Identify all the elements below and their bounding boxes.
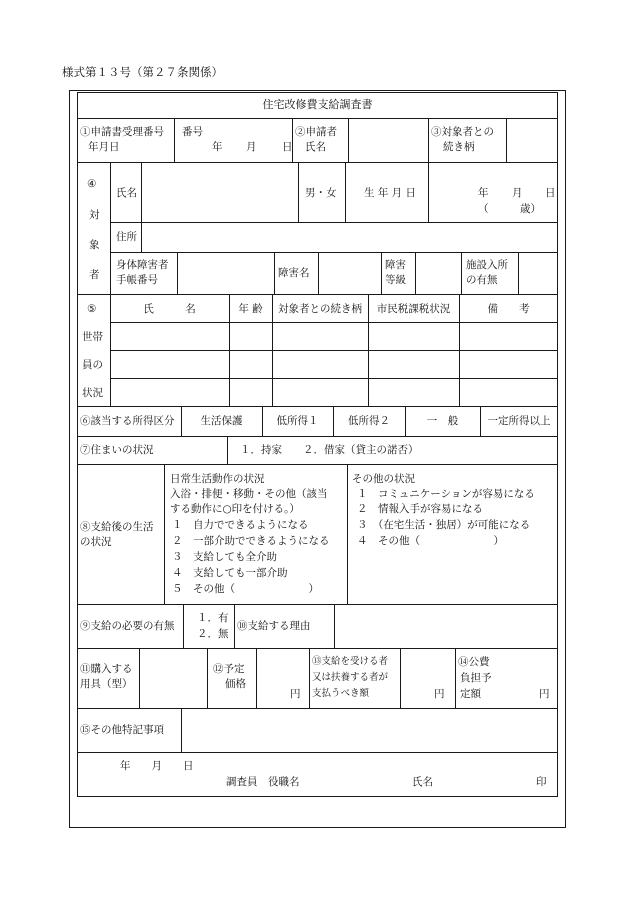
line-h [77, 406, 558, 407]
line-v [139, 648, 140, 708]
handbook-label: 身体障害者 [116, 259, 169, 271]
line-v [183, 604, 184, 648]
income-option: 一 般 [426, 415, 459, 427]
daily-item: ４ 支給しても一部介助 [172, 567, 288, 579]
line-v [309, 648, 310, 708]
household-header-tax: 市民税課税状況 [376, 303, 451, 315]
line-v [256, 648, 257, 708]
line-v [141, 162, 142, 252]
public-label-2: 負担予 [460, 672, 492, 684]
address-label: 住所 [116, 231, 137, 243]
other-item: ４ その他（ ） [357, 535, 504, 547]
facility-label: 施設入所 [466, 259, 508, 271]
applicant-label: ②申請者 [295, 126, 337, 138]
line-v [345, 162, 346, 222]
dob-year: 年 [478, 187, 489, 199]
line-h [77, 708, 558, 709]
household-header-relation: 対象者との続き柄 [278, 303, 362, 315]
line-h [77, 648, 558, 649]
daily-item: ２ 一部介助でできるようになる [172, 535, 330, 547]
receipt-label: ①申請書受理番号 [80, 126, 164, 138]
reason-label: ⑩支給する理由 [237, 620, 311, 632]
line-h [77, 464, 558, 465]
public-yen: 円 [539, 688, 550, 700]
line-h [77, 294, 558, 295]
line-v [181, 708, 182, 752]
line-h [77, 118, 558, 119]
line-v [227, 436, 228, 464]
line-v [455, 648, 456, 708]
housing-options: １．持家 ２．借家（貸主の諾否） [240, 444, 419, 456]
daily-item: ５ その他（ ） [172, 583, 319, 595]
seal-label: 印 [536, 776, 547, 788]
line-h [110, 350, 558, 351]
income-option: 低所得１ [276, 415, 319, 427]
line-v [400, 648, 401, 708]
line-h [77, 436, 558, 437]
income-label: ⑥該当する所得区分 [80, 415, 175, 427]
line-v [415, 252, 416, 294]
line-h [110, 322, 558, 323]
surveyor-name-label: 氏名 [412, 776, 433, 788]
after-support-label-2: の状況 [80, 536, 112, 548]
remarks-label: ⑮その他特記事項 [80, 724, 164, 736]
line-h [110, 222, 558, 223]
subject-number: ④ [87, 178, 97, 190]
household-header-remarks: 備 考 [487, 303, 530, 315]
line-v [164, 464, 165, 604]
line-v [234, 604, 235, 648]
subject-char: 象 [89, 239, 100, 251]
line-v [518, 252, 519, 294]
household-char: 員の [82, 359, 103, 371]
receipt-label-2: 年月日 [88, 141, 120, 153]
line-v [274, 252, 275, 294]
public-label: ⑭公費 [458, 656, 490, 668]
equipment-label-2: 用具（型） [80, 678, 133, 690]
footer-date: 年 月 日 [120, 760, 194, 772]
relationship-label: ③対象者との [431, 126, 494, 138]
line-v [207, 648, 208, 708]
other-item: ３ （在宅生活・独居）が可能になる [357, 519, 531, 531]
subject-char: 対 [89, 209, 100, 221]
handbook-label-2: 手帳番号 [116, 274, 158, 286]
dob-month: 月 [512, 187, 523, 199]
household-char: 世帯 [82, 331, 103, 343]
line-v [318, 252, 319, 294]
income-option: 生活保護 [200, 415, 243, 427]
public-label-3: 定額 [460, 688, 481, 700]
subject-char: 者 [89, 269, 100, 281]
line-v [174, 118, 175, 162]
grade-label: 障害 [385, 259, 406, 271]
applicant-label-2: 氏名 [305, 141, 326, 153]
grade-label-2: 等級 [385, 274, 406, 286]
daily-item: ３ 支給しても全介助 [172, 551, 277, 563]
payment-label: ⑬支給を受ける者 [312, 656, 389, 667]
relationship-label-2: 続き柄 [443, 141, 475, 153]
daily-item: １ 自力でできるようになる [172, 519, 309, 531]
line-v [506, 118, 507, 162]
payment-label-2: 又は扶養する者が [312, 672, 389, 683]
payment-yen: 円 [434, 688, 445, 700]
necessity-yes: １．有 [197, 612, 229, 624]
housing-label: ⑦住まいの状況 [80, 444, 154, 456]
daily-title: 日常生活動作の状況 [170, 473, 265, 485]
line-v [428, 118, 429, 162]
month-label: 月 [246, 141, 257, 153]
line-v [298, 162, 299, 222]
year-label: 年 [212, 141, 223, 153]
line-v [461, 252, 462, 294]
line-v [428, 162, 429, 222]
line-v [110, 162, 111, 294]
other-title: その他の状況 [352, 473, 415, 485]
day-label: 日 [282, 141, 293, 153]
form-title: 住宅改修費支給調査書 [262, 98, 373, 111]
number-label: 番号 [182, 126, 203, 138]
line-h [77, 752, 558, 753]
price-label-2: 価格 [225, 678, 246, 690]
surveyor-label: 調査員 役職名 [226, 776, 300, 788]
age-label: （ 歳） [478, 203, 541, 215]
subject-name-label: 氏名 [116, 187, 137, 199]
income-option: 一定所得以上 [487, 415, 551, 427]
necessity-no: ２．無 [197, 628, 229, 640]
line-h [77, 604, 558, 605]
line-h [77, 162, 558, 163]
household-header-age: 年 齢 [238, 303, 263, 315]
disability-name-label: 障害名 [278, 267, 310, 279]
price-label: ⑫予定 [213, 663, 245, 675]
line-v [334, 604, 335, 648]
household-char: 状況 [82, 387, 103, 399]
daily-desc: 入浴・排便・移動・その他（該当 [170, 488, 328, 500]
price-yen: 円 [290, 688, 301, 700]
household-header-name: 氏 名 [143, 303, 196, 315]
other-item: ２ 情報入手が容易になる [357, 503, 483, 515]
line-v [347, 464, 348, 604]
gender-label: 男・女 [305, 187, 337, 199]
equipment-label: ⑪購入する [80, 663, 133, 675]
line-v [177, 252, 178, 294]
necessity-label: ⑨支給の必要の有無 [80, 620, 175, 632]
payment-label-3: 支払うべき額 [312, 688, 370, 699]
form-number: 様式第１３号（第２７条関係） [62, 65, 223, 79]
line-v [381, 252, 382, 294]
daily-desc-2: する動作に○印を付ける。） [170, 503, 300, 515]
line-h [110, 378, 558, 379]
other-item: １ コミュニケーションが容易になる [357, 488, 535, 500]
after-support-label: ⑧支給後の生活 [80, 521, 154, 533]
facility-label-2: の有無 [466, 274, 498, 286]
dob-label: 生 年 月 日 [364, 187, 417, 199]
dob-day: 日 [545, 187, 556, 199]
line-v [348, 118, 349, 162]
household-number: ⑤ [87, 303, 97, 315]
income-option: 低所得２ [348, 415, 390, 427]
